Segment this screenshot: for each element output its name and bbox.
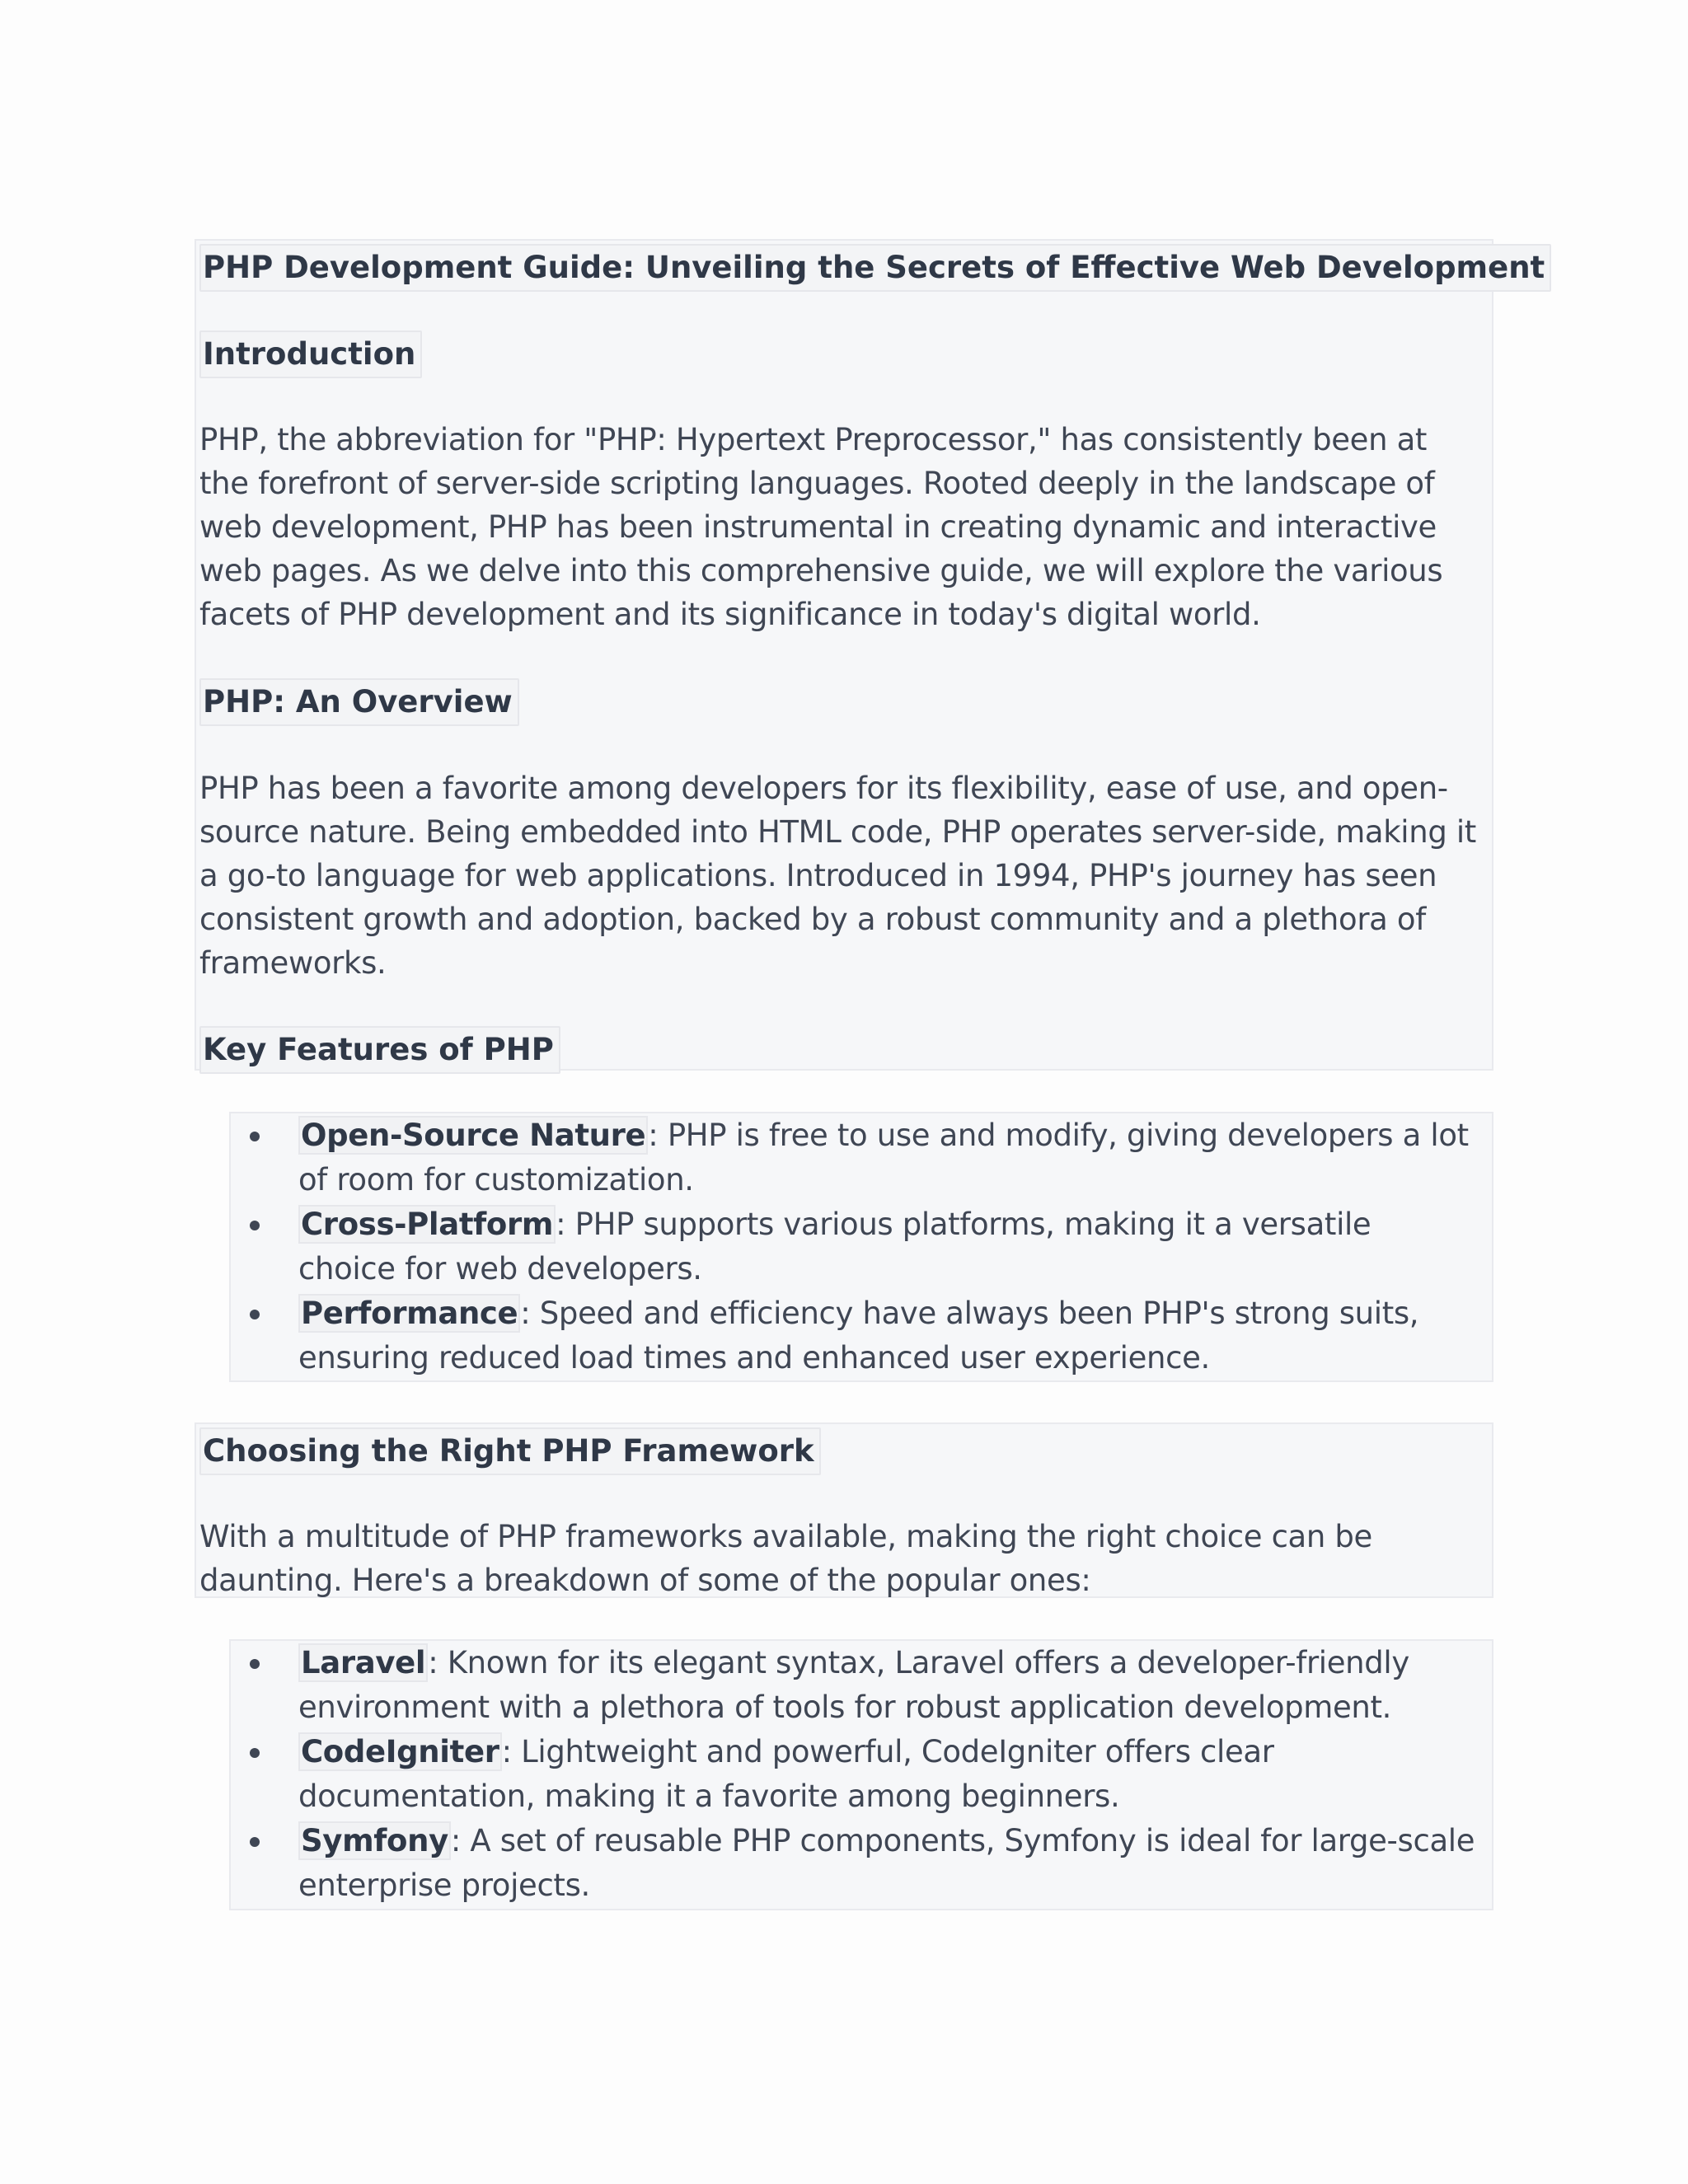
list-item xyxy=(231,1819,1492,1908)
list-item xyxy=(231,1730,1492,1819)
overview-heading: PHP: An Overview xyxy=(199,678,519,726)
bullet-icon xyxy=(250,1132,260,1141)
introduction-paragraph: PHP, the abbreviation for "PHP: Hypertext Preprocessor," has consistently been at the forefront of server-side scripting languages. Rooted deeply in the landscape of web development, PHP has been instrumental in creating dynamic and interactive web pages. As we delve into this comprehensive guide, we will explore the various facets of PHP development and its significance in today's digital world. xyxy=(199,422,1443,632)
overview-paragraph: PHP has been a favorite among developers for its flexibility, ease of use, and open-source nature. Being embedded into HTML code, PHP operates server-side, making it a go-to language for web applications. Introduced in 1994, PHP's journey has seen consistent growth and adoption, backed by a robust community and a plethora of frameworks. xyxy=(199,771,1476,981)
feature-description: : PHP supports various platforms, making it a versatile choice for web developers. xyxy=(298,1207,1372,1286)
framework-description: : Known for its elegant syntax, Laravel offers a developer-friendly environment with a plethora of tools for robust application development. xyxy=(298,1645,1409,1725)
document-title: PHP Development Guide: Unveiling the Secrets of Effective Web Development xyxy=(199,244,1551,292)
bullet-icon xyxy=(250,1221,260,1230)
frameworks-section-block xyxy=(195,1422,1493,1598)
bullet-icon xyxy=(250,1310,260,1319)
framework-term: Laravel xyxy=(298,1643,428,1682)
framework-term: CodeIgniter xyxy=(298,1732,502,1771)
key-features-heading: Key Features of PHP xyxy=(199,1026,560,1074)
feature-description: : PHP is free to use and modify, giving developers a lot of room for customization. xyxy=(298,1118,1469,1197)
key-features-list-block xyxy=(229,1112,1493,1382)
framework-description: : A set of reusable PHP components, Symfony is ideal for large-scale enterprise projects. xyxy=(298,1823,1475,1903)
feature-term: Open-Source Nature xyxy=(298,1116,648,1155)
frameworks-heading: Choosing the Right PHP Framework xyxy=(199,1427,821,1475)
frameworks-list-block xyxy=(229,1639,1493,1910)
feature-term: Performance xyxy=(298,1294,520,1333)
list-item xyxy=(231,1113,1492,1202)
bullet-icon xyxy=(250,1748,260,1758)
feature-term: Cross-Platform xyxy=(298,1205,556,1244)
list-item xyxy=(231,1641,1492,1730)
bullet-icon xyxy=(250,1837,260,1847)
framework-term: Symfony xyxy=(298,1821,451,1860)
introduction-heading: Introduction xyxy=(199,330,422,378)
feature-description: : Speed and efficiency have always been PHP's strong suits, ensuring reduced load times and enhanced user experience. xyxy=(298,1296,1419,1376)
frameworks-paragraph: With a multitude of PHP frameworks available, making the right choice can be daunting. Here's a breakdown of some of the popular ones: xyxy=(199,1519,1372,1598)
list-item xyxy=(231,1202,1492,1291)
frameworks-list xyxy=(231,1641,1492,1908)
intro-section-block xyxy=(195,239,1545,1071)
framework-description: : Lightweight and powerful, CodeIgniter offers clear documentation, making it a favorite among beginners. xyxy=(298,1734,1274,1814)
bullet-icon xyxy=(250,1659,260,1669)
key-features-list xyxy=(231,1113,1492,1380)
list-item xyxy=(231,1291,1492,1380)
